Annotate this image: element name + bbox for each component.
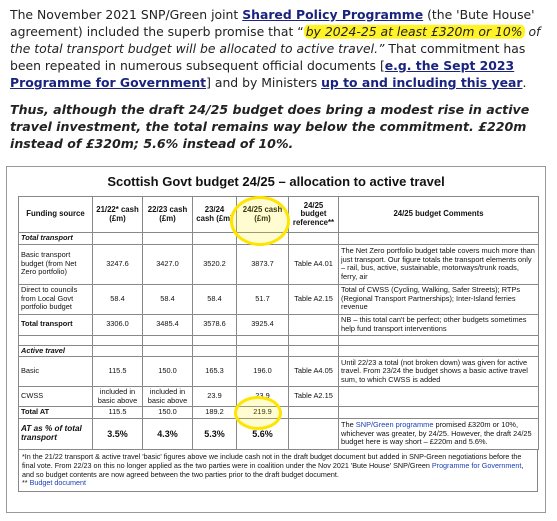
cell-value: 3.5% — [93, 418, 143, 449]
cell-value: 3306.0 — [93, 314, 143, 335]
cell-source: Basic — [19, 357, 93, 387]
cell-value: 115.5 — [93, 407, 143, 419]
cell-reference — [289, 418, 339, 449]
cell-value: 3427.0 — [143, 244, 193, 284]
footnote-text: , and so budget contents are now agreed between the two parties prior to the draft budget document. — [22, 460, 524, 479]
cell-value: included in basic above — [143, 387, 193, 407]
intro-paragraph — [10, 6, 550, 91]
table-row — [19, 284, 539, 314]
cell-source: Direct to councils from Local Govt portfolio budget — [19, 284, 93, 314]
table-footnote — [18, 450, 538, 492]
header-2122: 21/22* cash (£m) — [93, 197, 143, 233]
programme-for-government-footnote-link[interactable]: Programme for Government — [431, 460, 522, 470]
header-2425: 24/25 cash (£m) — [237, 197, 289, 233]
cell-reference: Table A4.05 — [289, 357, 339, 387]
cell-value: 219.9 — [237, 407, 289, 419]
cell-value: 3578.6 — [193, 314, 237, 335]
shared-policy-programme-link[interactable]: Shared Policy Programme — [242, 7, 424, 22]
table-row — [19, 314, 539, 335]
cell-comment — [339, 407, 539, 419]
intro-text-1: The November 2021 SNP/Green joint — [10, 7, 243, 22]
cell-value: included in basic above — [93, 387, 143, 407]
table-row — [19, 244, 539, 284]
highlight-circle-header — [230, 196, 290, 246]
cell-value: 3247.6 — [93, 244, 143, 284]
header-comments: 24/25 budget Comments — [339, 197, 539, 233]
cell-value: 189.2 — [193, 407, 237, 419]
footnote-marker: ** — [22, 478, 30, 488]
cell-value: 58.4 — [193, 284, 237, 314]
cell-value: 150.0 — [143, 407, 193, 419]
highlight-circle-value — [234, 396, 282, 430]
programme-for-government-link[interactable]: e.g. the Sept 2023 Programme for Government — [10, 58, 515, 90]
section-total-transport: Total transport — [19, 233, 93, 245]
cell-value: 115.5 — [93, 357, 143, 387]
intro-promise-rest: of the total transport budget will be allocated to active travel.” — [10, 24, 541, 56]
snp-green-programme-link[interactable]: SNP/Green programme — [355, 420, 434, 430]
table-row — [19, 357, 539, 387]
intro-text-4: ] and by Ministers — [206, 75, 322, 90]
intro-text-2: (the 'Bute House' agreement) included the superb promise that “ — [10, 7, 535, 39]
comment-text: The — [341, 420, 356, 430]
spacer-row — [19, 335, 539, 345]
cell-value: 5.6% — [237, 418, 289, 449]
cell-reference — [289, 407, 339, 419]
up-to-this-year-link[interactable]: up to and including this year — [321, 75, 523, 90]
cell-value: 3873.7 — [237, 244, 289, 284]
cell-value: 4.3% — [143, 418, 193, 449]
cell-reference: Table A4.01 — [289, 244, 339, 284]
lead-paragraph: Thus, although the draft 24/25 budget does bring a modest rise in active travel investment, the total remains way below the commitment. £220m instead of £320m; 5.6% instead of 10%. — [10, 102, 530, 151]
intro-promise-highlight: by 2024-25 at least £320m or 10% — [305, 24, 523, 39]
cell-comment — [339, 418, 539, 449]
table-row-percentage — [19, 418, 539, 449]
cell-reference: Table A2.15 — [289, 284, 339, 314]
cell-comment: The Net Zero portfolio budget table covers much more than just transport. Our figure totals the transport elements only – rail, bus, active, sustainable, motorways/trunk roads, ferry, air — [339, 244, 539, 284]
cell-value: 3485.4 — [143, 314, 193, 335]
section-active-travel: Active travel — [19, 345, 93, 357]
cell-source: Basic transport budget (from Net Zero portfolio) — [19, 244, 93, 284]
cell-value: 165.3 — [193, 357, 237, 387]
header-2223: 22/23 cash (£m) — [143, 197, 193, 233]
cell-value: 3520.2 — [193, 244, 237, 284]
cell-value: 58.4 — [143, 284, 193, 314]
cell-value: 23.9 — [193, 387, 237, 407]
cell-comment: NB – this total can't be perfect; other budgets sometimes help fund transport interventions — [339, 314, 539, 335]
intro-text-5: . — [522, 75, 527, 90]
comment-text: promised £320m or 10%, whichever was greater, by 24/25. However, the draft 24/25 budget here is way short – £220m and 5.6%. — [341, 420, 532, 447]
header-reference: 24/25 budget reference** — [289, 197, 339, 233]
cell-value: 58.4 — [93, 284, 143, 314]
cell-value: 51.7 — [237, 284, 289, 314]
cell-comment: Total of CWSS (Cycling, Walking, Safer Streets); RTPs (Regional Transport Partnerships); Inter-Island ferries revenue — [339, 284, 539, 314]
cell-source: AT as % of total transport — [19, 418, 93, 449]
header-2324: 23/24 cash (£m) — [193, 197, 237, 233]
section-row — [19, 345, 539, 357]
footnote-text: *In the 21/22 transport & active travel 'basic' figures above we include cash not in the draft budget document but added in SNP-Green negotiations before the final vote. From 22/23 on this no longer applied as the two parties were in coalition under the Nov 2021 'Bute House' SNP/Green — [22, 451, 522, 470]
budget-document-link[interactable]: Budget document — [29, 478, 86, 488]
cell-value: 5.3% — [193, 418, 237, 449]
cell-source: Total AT — [19, 407, 93, 419]
intro-text-3: That commitment has been repeated in numerous subsequent official documents [ — [10, 41, 526, 73]
cell-comment — [339, 387, 539, 407]
cell-reference — [289, 314, 339, 335]
cell-comment: Until 22/23 a total (not broken down) was given for active travel. From 23/24 the budget shows a basic active travel sum, to which CWSS is added — [339, 357, 539, 387]
cell-value: 196.0 — [237, 357, 289, 387]
cell-value: 23.9 — [237, 387, 289, 407]
cell-value: 3925.4 — [237, 314, 289, 335]
cell-source: Total transport — [19, 314, 93, 335]
cell-value: 150.0 — [143, 357, 193, 387]
cell-source: CWSS — [19, 387, 93, 407]
table-title: Scottish Govt budget 24/25 – allocation to active travel — [107, 174, 445, 189]
cell-reference: Table A2.15 — [289, 387, 339, 407]
header-funding-source: Funding source — [19, 197, 93, 233]
